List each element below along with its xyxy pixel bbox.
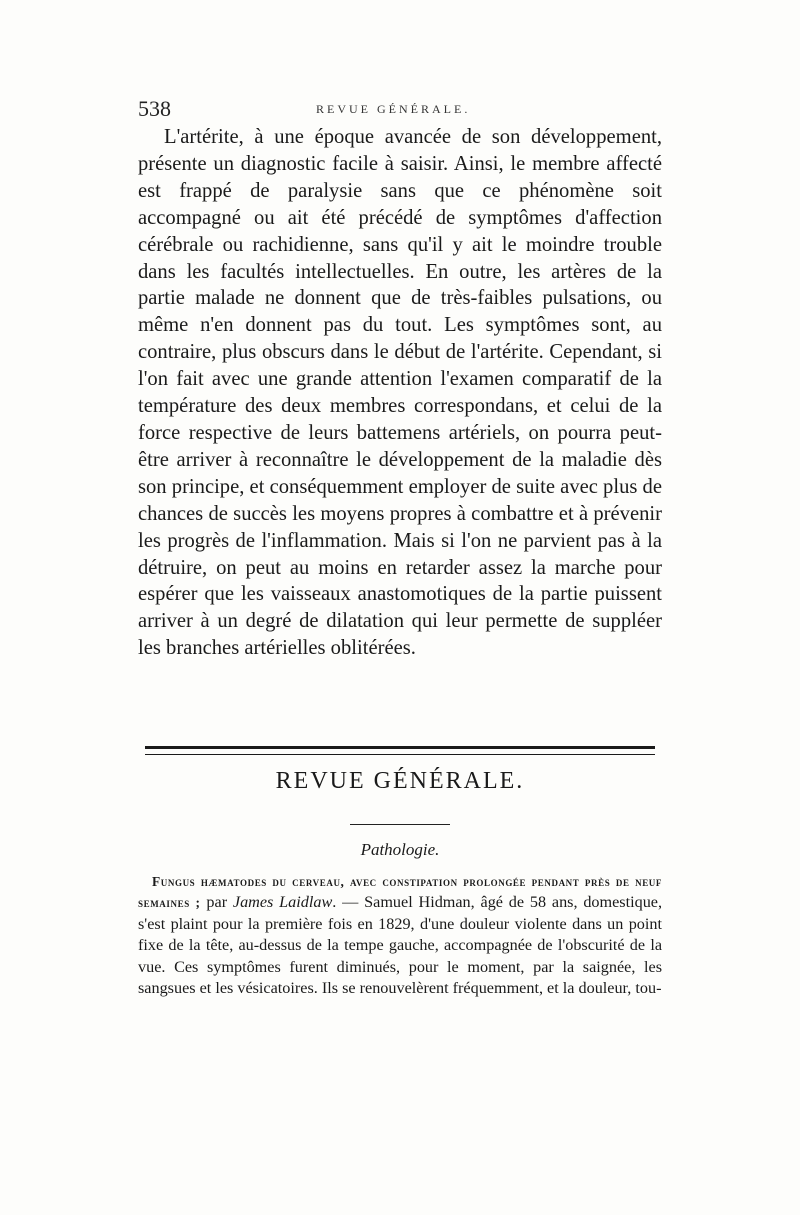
subsection-title: Pathologie. <box>360 840 440 859</box>
article-author: James Laidlaw <box>232 893 333 912</box>
article-body: . — Samuel Hidman, âgé de 58 ans, domestique, s'est plaint pour la première fois en 1829, d'une douleur violente dans un point fixe de la tête, au-dessus de la tempe gauche, accompagnée de l'obscurité de la vue. Ces symptômes furent diminués, pour le moment, par la saignée, les sangsues et les vésicatoires. Ils se renouvelèrent fréquemment, et la douleur, tou- <box>138 893 663 998</box>
double-rule-divider <box>145 746 655 755</box>
short-rule-divider <box>350 824 450 825</box>
article-paragraph <box>138 871 662 999</box>
running-header <box>138 96 658 124</box>
article-author-prefix: par <box>200 893 233 912</box>
article-text <box>138 871 662 999</box>
body-text <box>138 124 662 662</box>
article-heading: Fungus hæmatodes du cerveau, avec constipation prolongée pendant près de neuf semaines ; <box>138 874 662 911</box>
body-paragraph: L'artérite, à une époque avancée de son développement, présente un diagnostic facile à saisir. Ainsi, le membre affecté est frappé de paralysie sans que ce phénomène soit accompagné ou ait été précédé de symptômes d'affection cérébrale ou rachidienne, sans qu'il y ait le moindre trouble dans les facultés intellectuelles. En outre, les artères de la partie malade ne donnent que de très-faibles pulsations, ou même n'en donnent pas du tout. Les symptômes sont, au contraire, plus obscurs dans le début de l'artérite. Cependant, si l'on fait avec une grande attention l'examen comparatif de la température des deux membres correspondans, et celui de la force respective de leurs battemens artériels, on pourra peut-être arriver à reconnaître le développement de la maladie dès son principe, et conséquemment employer de suite avec plus de chances de succès les moyens propres à combattre et à prévenir les progrès de l'inflammation. Mais si l'on ne parvient pas à la détruire, on peut au moins en retarder assez la marche pour espérer que les vaisseaux anastomotiques de la partie puissent arriver à un degré de dilatation qui leur permette de suppléer les branches artérielles oblitérées. <box>138 126 662 660</box>
running-title: REVUE GÉNÉRALE. <box>316 102 471 116</box>
section-title: REVUE GÉNÉRALE. <box>275 768 525 794</box>
page-number: 538 <box>138 96 171 121</box>
